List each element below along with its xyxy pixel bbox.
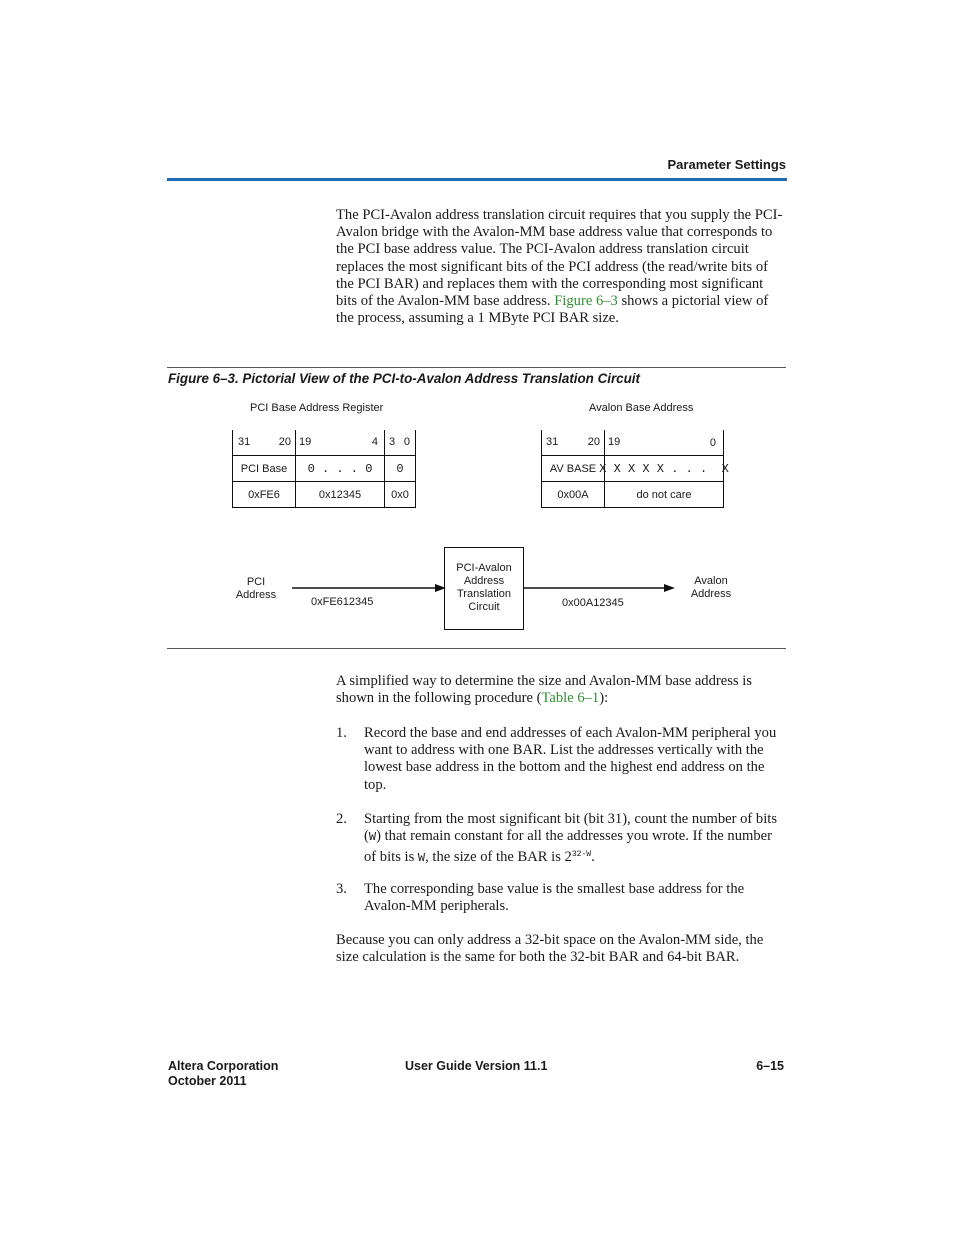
pci-base-register xyxy=(232,430,416,508)
code-w: W xyxy=(417,851,426,866)
pci-base-field: PCI Base xyxy=(232,455,296,482)
avalon-address-label-line2: Address xyxy=(690,588,732,600)
box-line: Translation xyxy=(456,588,511,600)
av-dont-care-field: X X X X X . . . X xyxy=(605,455,724,482)
pci-address-label-line2: Address xyxy=(235,589,277,601)
pci-offset-value: 0x12345 xyxy=(296,482,385,508)
bit-label: 20 xyxy=(278,436,291,448)
step-number: 3. xyxy=(336,881,347,897)
input-address-value: 0xFE612345 xyxy=(311,596,374,608)
avalon-register-title: Avalon Base Address xyxy=(589,402,694,414)
bar-size-exponent: 32-W xyxy=(571,850,592,860)
footer-guide-version: User Guide Version 11.1 xyxy=(405,1059,548,1073)
step-text: The corresponding base value is the smallest base address for the Avalon-MM peripherals. xyxy=(364,881,745,915)
intro-text: The PCI-Avalon address translation circuit requires that you supply the PCI-Avalon bridge with the Avalon-MM base address value that corresponds to the PCI base address value. The PCI-Avalon address translation circuit replaces the most significant bits of the PCI address (the read/write bits of the PCI BAR) and replaces them with the corresponding most significant bits of the Avalon-MM base address. xyxy=(336,207,783,310)
output-address-value: 0x00A12345 xyxy=(562,597,624,609)
step-number: 2. xyxy=(336,811,347,827)
pci-register-title: PCI Base Address Register xyxy=(250,402,384,414)
av-offset-value: do not care xyxy=(605,482,724,508)
bit-label: 0 xyxy=(403,436,410,448)
translation-circuit-box xyxy=(444,547,524,630)
header-rule xyxy=(167,178,787,181)
pci-bits-19-4 xyxy=(296,430,385,455)
step-text-part: . xyxy=(591,849,595,866)
avalon-base-register xyxy=(541,430,729,508)
step-text-part: ) that remain constant for all the addresses you wrote. If the number of bits is xyxy=(364,828,773,866)
bit-label: 19 xyxy=(608,436,621,448)
figure-bottom-rule xyxy=(167,648,786,649)
procedure-intro xyxy=(336,673,786,707)
step-text-part: Starting from the most significant bit (bit 31), count the number of bits ( xyxy=(364,811,778,845)
code-w: W xyxy=(368,830,377,845)
step-number: 1. xyxy=(336,725,347,741)
pci-low-field: 0 xyxy=(385,455,416,482)
bit-label: 0 xyxy=(709,437,716,449)
av-base-value: 0x00A xyxy=(541,482,605,508)
procedure-intro-end: ): xyxy=(599,690,609,707)
av-base-field: AV BASE xyxy=(541,455,605,482)
avalon-bits-31-20 xyxy=(541,430,605,455)
closing-paragraph: Because you can only address a 32-bit space on the Avalon-MM side, the size calculation is the same for both the 32-bit BAR and 64-bit BAR. xyxy=(336,932,764,966)
bit-label: 4 xyxy=(371,436,378,448)
pci-bits-31-20 xyxy=(232,430,296,455)
footer-date: October 2011 xyxy=(168,1074,247,1088)
box-line: Circuit xyxy=(468,601,500,613)
step-text-part: , the size of the BAR is 2 xyxy=(425,849,572,866)
bit-label: 3 xyxy=(389,436,396,448)
intro-text-end: shows a pictorial view of the process, assuming a 1 MByte PCI BAR size. xyxy=(336,293,769,327)
pci-address-label-line1: PCI xyxy=(246,576,266,588)
pci-low-value: 0x0 xyxy=(385,482,416,508)
bit-label: 31 xyxy=(238,436,251,448)
bit-label: 19 xyxy=(299,436,312,448)
avalon-address-label-line1: Avalon xyxy=(694,575,728,587)
input-arrow xyxy=(290,580,450,596)
avalon-address-label xyxy=(681,575,741,601)
figure-top-rule xyxy=(167,367,786,368)
box-line: Address xyxy=(463,575,505,587)
procedure-intro-text: A simplified way to determine the size and Avalon-MM base address is shown in the following procedure ( xyxy=(336,673,752,707)
pci-zero-field: 0 . . . 0 xyxy=(296,455,385,482)
step-text: Record the base and end addresses of each Avalon-MM peripheral you want to address with one BAR. List the addresses vertically with the lowest base address in the bottom and the highest end address on the top. xyxy=(364,725,777,793)
intro-paragraph xyxy=(336,207,786,327)
table-link[interactable]: Table 6–1 xyxy=(541,690,600,707)
footer-page-number: 6–15 xyxy=(756,1059,784,1073)
output-arrow xyxy=(523,580,683,596)
pci-base-value: 0xFE6 xyxy=(232,482,296,508)
step-text xyxy=(364,811,784,868)
bit-label: 31 xyxy=(546,436,559,448)
pci-bits-3-0 xyxy=(385,430,416,455)
avalon-bits-19-0 xyxy=(605,430,724,455)
running-header-title: Parameter Settings xyxy=(667,157,786,172)
footer-company: Altera Corporation xyxy=(168,1059,279,1073)
box-line: PCI-Avalon xyxy=(456,562,512,574)
bit-label: 20 xyxy=(587,436,600,448)
pci-address-label xyxy=(226,576,286,602)
figure-link[interactable]: Figure 6–3 xyxy=(554,293,618,310)
figure-caption: Figure 6–3. Pictorial View of the PCI-to-Avalon Address Translation Circuit xyxy=(168,371,640,386)
footer-left xyxy=(168,1059,278,1089)
